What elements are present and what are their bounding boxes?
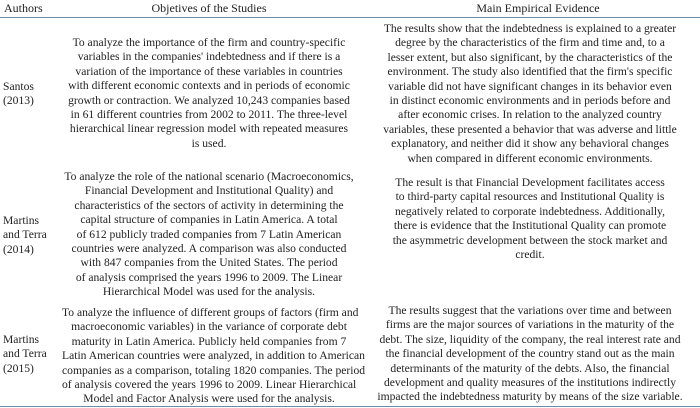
text-line: lesser extent, but also significant, by the characteristics of the — [387, 50, 673, 64]
text-line: Martins — [3, 214, 40, 227]
text-line: variation of the importance of these variables in countries — [75, 64, 343, 78]
header-authors: Authors — [4, 1, 43, 15]
text-line: environment. The study also identified that the firm's specific — [387, 65, 673, 79]
row-author — [3, 214, 47, 257]
text-line: with different economic contexts and in periods of economic — [68, 79, 350, 93]
text-line: in 61 different countries from 2002 to 2011. The three-level — [70, 108, 348, 122]
text-line: Martins — [3, 333, 40, 346]
row-evidence — [360, 304, 700, 405]
header-rule — [0, 17, 700, 18]
text-line: The results show that the indebtedness is explained to a greater — [383, 22, 677, 35]
row-author — [3, 80, 34, 109]
text-line: (2013) — [3, 94, 34, 108]
text-line: growth or contraction. We analyzed 10,243 companies based — [68, 93, 350, 107]
row-evidence — [360, 176, 700, 262]
text-line: companies as a comparison, totaling 1820 companies. The period — [62, 363, 366, 377]
row-objectives — [62, 170, 356, 300]
text-line: and Terra — [3, 347, 47, 361]
text-line: maturity in Latin America. Publicly held companies from 7 — [71, 334, 347, 348]
text-line: and Terra — [3, 228, 47, 242]
text-line: degree by the characteristics of the firm and time and, to a — [395, 36, 665, 50]
text-line: Financial Development and Institutional Quality) and — [84, 184, 334, 198]
text-line: To analyze the importance of the firm and country-specific — [72, 36, 346, 49]
text-line: in distinct economic environments and in periods before and — [389, 94, 671, 108]
text-line: Santos — [3, 80, 34, 93]
text-line: countries were analyzed. A comparison was also conducted — [71, 242, 347, 256]
text-line: To analyze the influence of different groups of factors (firm and — [62, 306, 359, 319]
text-line: (2015) — [3, 361, 34, 375]
text-line: credit. — [515, 248, 545, 262]
text-line: characteristics of the sectors of activity in determining the — [74, 198, 344, 212]
text-line: the financial development of the country stand out as the main — [385, 347, 675, 361]
text-line: when compared in different economic environments. — [407, 151, 653, 165]
text-line: determinants of the maturity of the debts. Also, the financial — [390, 361, 670, 375]
text-line: variable did not have significant changes in its behavior even — [388, 79, 672, 93]
header-objectives: Objetives of the Studies — [151, 1, 267, 15]
row-evidence — [360, 22, 700, 166]
text-line: after economic crises. In relation to the analyzed country — [398, 108, 662, 122]
text-line: hierarchical linear regression model with repeated measures — [69, 122, 349, 136]
text-line: negatively related to corporate indebtedness. Additionally, — [394, 204, 665, 218]
text-line: variables, these presented a behavior that was adverse and little — [383, 122, 677, 136]
text-line: (2014) — [3, 242, 34, 256]
text-line: with 847 companies from the United States. The period — [80, 256, 338, 270]
text-line: Latin American countries were analyzed, in addition to American — [62, 349, 365, 363]
row-author — [3, 333, 47, 376]
text-line: development and quality measures of the institutions indirectly — [383, 376, 677, 390]
header-evidence: Main Empirical Evidence — [476, 1, 600, 15]
text-line: is used. — [191, 136, 227, 150]
text-line: impacted the indebtedness maturity by means of the size variable. — [377, 390, 683, 404]
text-line: of 612 publicly traded companies from 7 Latin American — [76, 227, 342, 241]
text-line: explanatory, and neither did it show any behavioral changes — [391, 137, 669, 151]
text-line: macroeconomic variables) in the variance of corporate debt — [71, 320, 347, 334]
text-line: of analysis comprised the years 1996 to 2009. The Linear — [75, 270, 343, 284]
text-line: capital structure of companies in Latin America. A total — [80, 213, 338, 227]
text-line: Hierarchical Model was used for the analysis. — [102, 285, 316, 299]
text-line: debt. The size, liquidity of the company, the real interest rate and — [379, 332, 681, 346]
text-line: of analysis covered the years 1996 to 2009. Linear Hierarchical — [62, 378, 357, 392]
text-line: the asymmetric development between the stock market and — [392, 233, 668, 247]
text-line: The result is that Financial Development facilitates access — [395, 176, 665, 189]
text-line: there is evidence that the Institutional Quality can promote — [393, 219, 667, 233]
row-objectives — [62, 36, 356, 151]
text-line: to third-party capital resources and Institutional Quality is — [395, 190, 665, 204]
text-line: firms are the major sources of variations in the maturity of the — [385, 318, 675, 332]
text-line: The results suggest that the variations over time and between — [388, 304, 672, 317]
text-line: To analyze the role of the national scenario (Macroeconomics, — [64, 170, 354, 183]
row-objectives — [62, 306, 366, 407]
text-line: Model and Factor Analysis were used for the analysis. — [83, 392, 335, 406]
text-line: variables in the companies' indebtedness and if there is a — [77, 50, 341, 64]
